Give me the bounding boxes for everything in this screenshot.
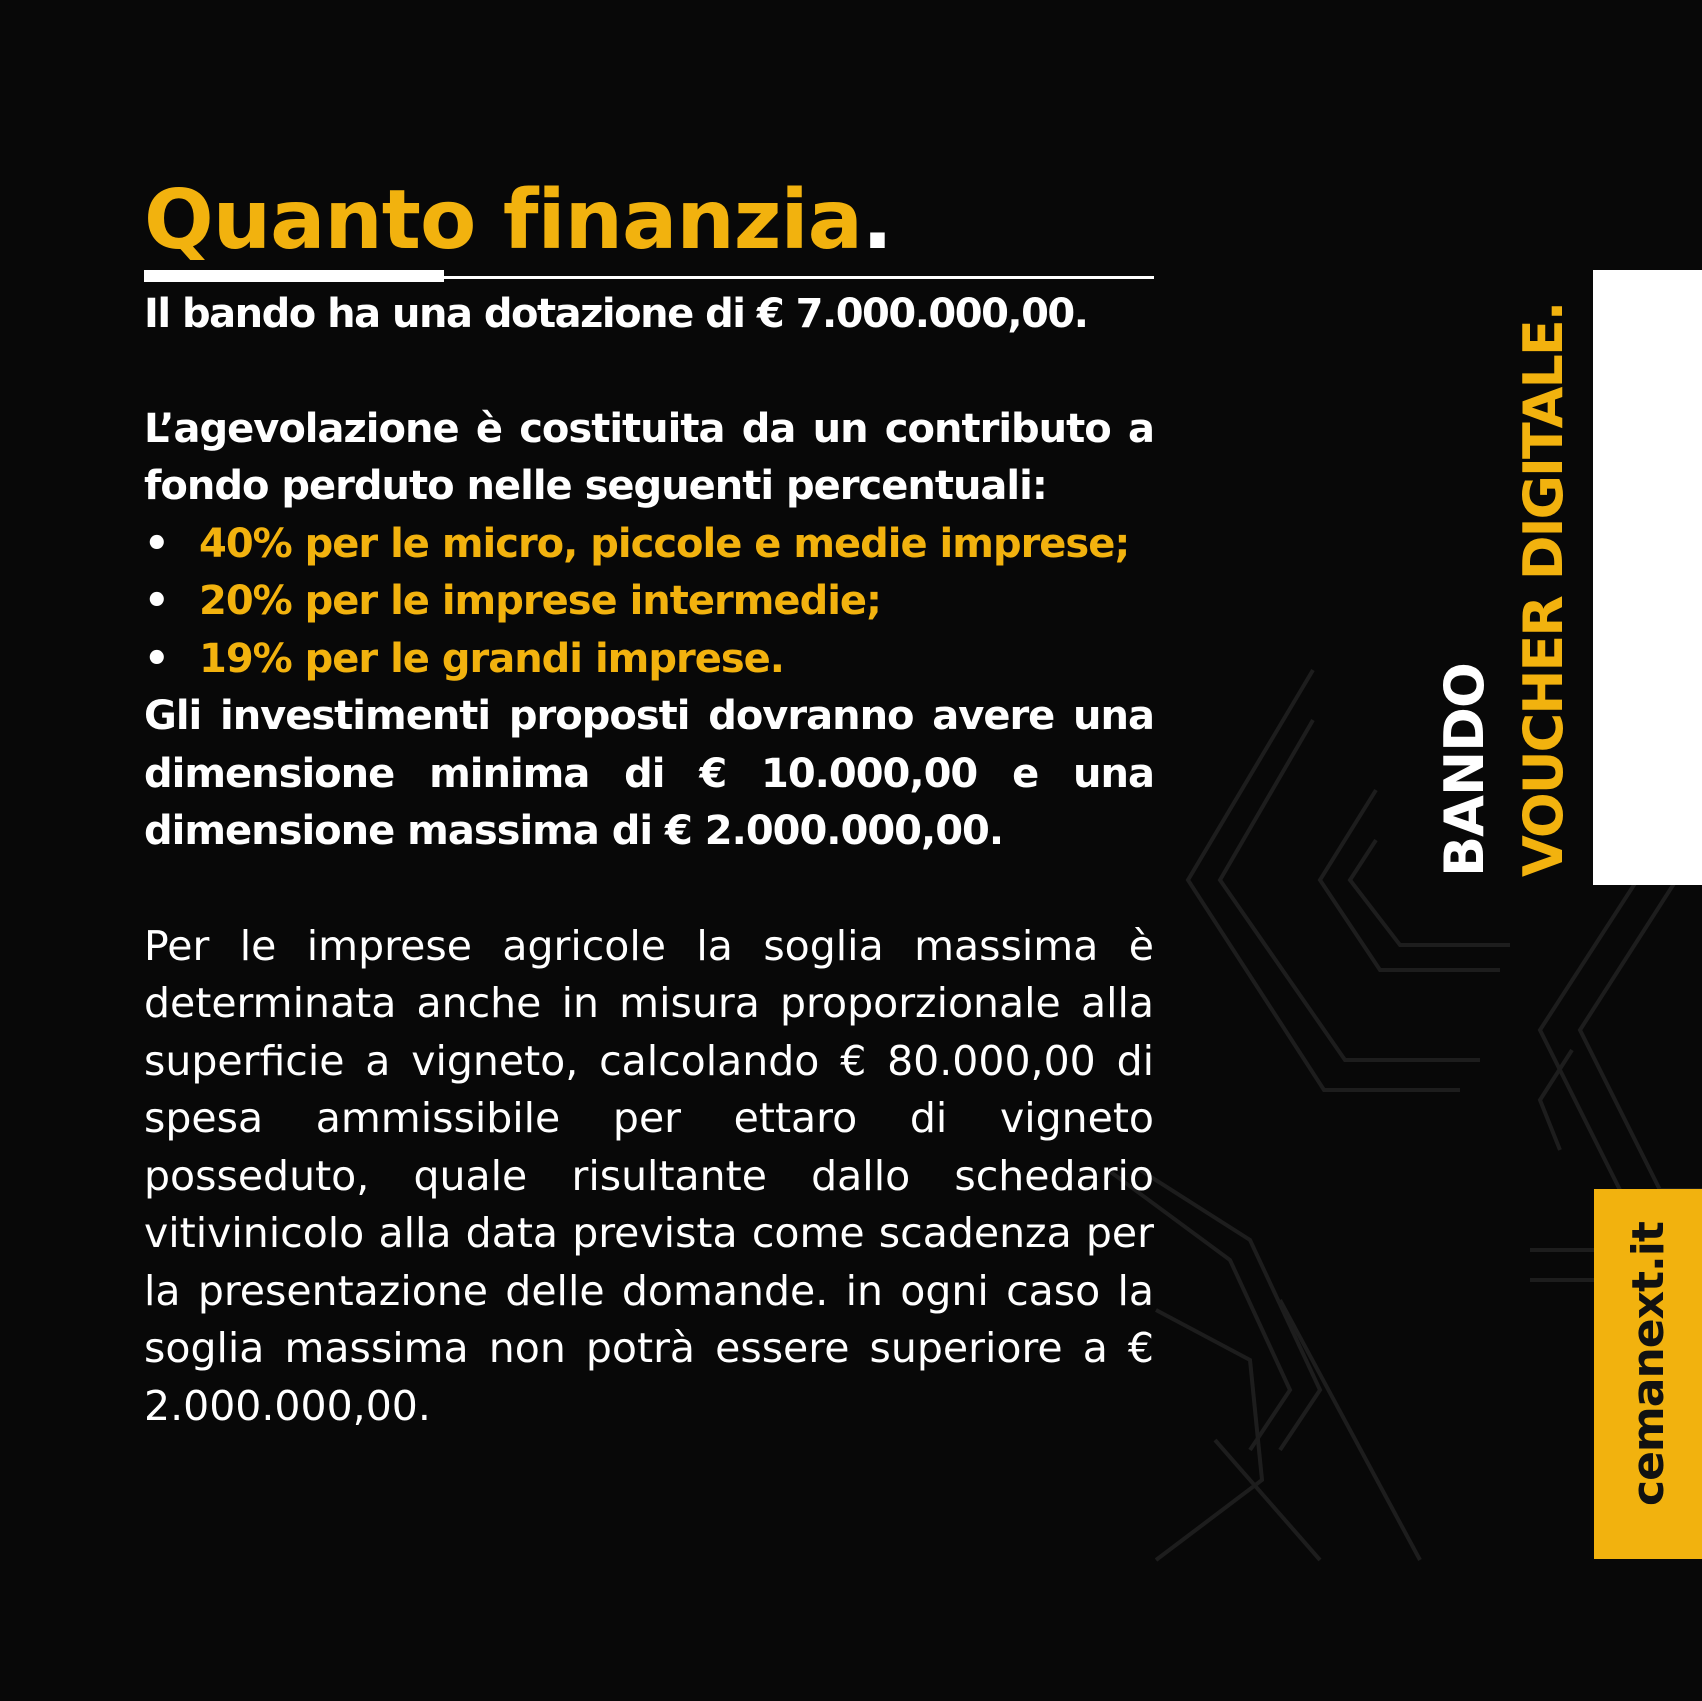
title-underline bbox=[144, 270, 1154, 282]
list-item-text: 20% per le imprese intermedie; bbox=[199, 578, 882, 624]
list-item bbox=[144, 631, 1154, 689]
agevolazione-text: L’agevolazione è costituita da un contributo a fondo perduto nelle seguenti percentuali: bbox=[144, 405, 1154, 509]
title-dot: . bbox=[861, 173, 893, 268]
voucher-label bbox=[1512, 303, 1576, 877]
list-item bbox=[144, 573, 1154, 631]
website-label: cemanext.it bbox=[1623, 1222, 1674, 1506]
list-item-text: 19% per le grandi imprese. bbox=[199, 635, 784, 682]
bullet-icon: • bbox=[144, 578, 169, 624]
investimenti-text: Gli investimenti proposti dovranno avere una dimensione minima di € 10.000,00 e una dimensione massima di € 2.000.000,00. bbox=[144, 693, 1154, 854]
bullet-icon: • bbox=[144, 635, 169, 682]
list-item-text: 40% per le micro, piccole e medie imprese; bbox=[199, 520, 1130, 567]
voucher-text: VOUCHER DIGITALE bbox=[1512, 321, 1575, 877]
title-text: Quanto finanzia bbox=[144, 173, 862, 268]
side-panel bbox=[1593, 270, 1702, 885]
list-item bbox=[144, 516, 1154, 574]
bando-label: BANDO bbox=[1433, 663, 1496, 877]
page-title bbox=[144, 175, 1154, 267]
voucher-dot: . bbox=[1512, 302, 1575, 322]
percentuali-list bbox=[144, 516, 1154, 689]
agricole-text: Per le imprese agricole la soglia massima è determinata anche in misura proporzionale alla superficie a vigneto, calcolando € 80.000,00 di spesa ammissibile per ettaro di vigneto posseduto, quale risultante dallo schedario vitivinicolo alla data prevista come scadenza per la presentazione delle domande. in ogni caso la soglia massima non potrà essere superiore a € 2.000.000,00. bbox=[144, 921, 1154, 1430]
bullet-icon: • bbox=[144, 520, 169, 567]
main-content bbox=[144, 175, 1154, 1435]
title-underline-thick bbox=[144, 270, 444, 282]
dotazione-text: Il bando ha una dotazione di € 7.000.000,00. bbox=[144, 291, 1088, 337]
